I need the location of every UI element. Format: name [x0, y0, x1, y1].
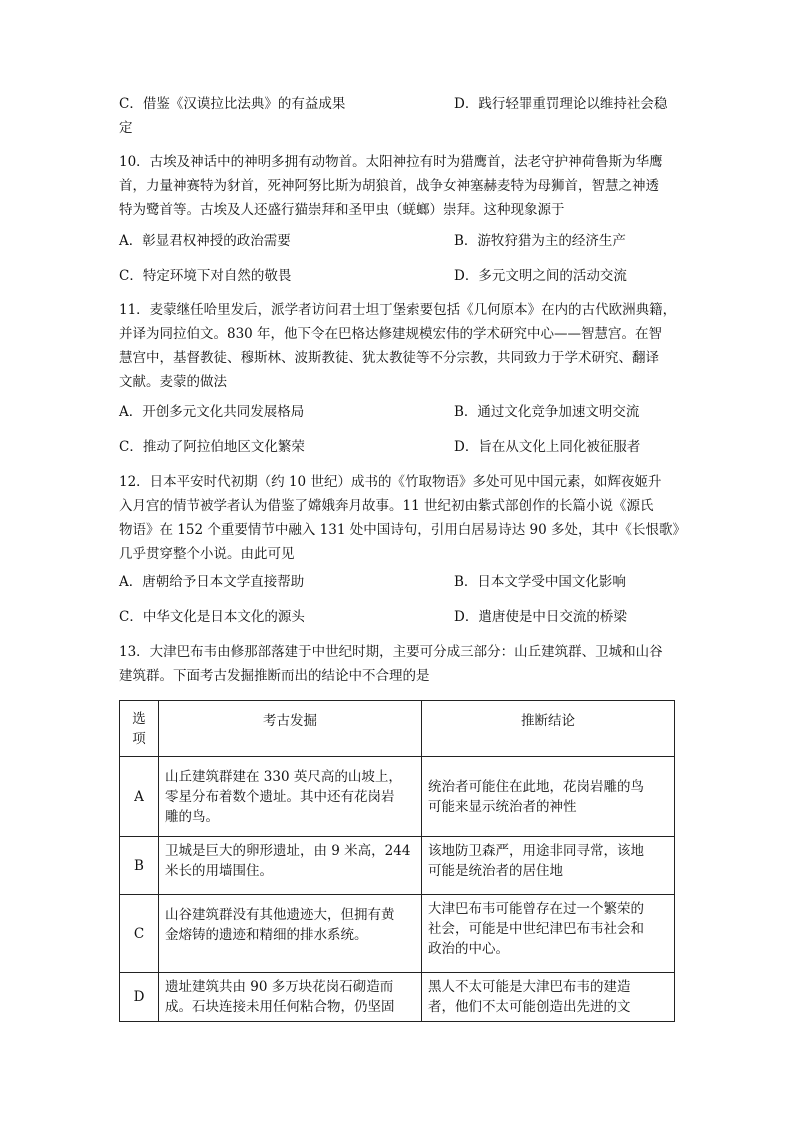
q11-option-b: B．通过文化竞争加速文明交流	[454, 404, 640, 420]
q13-table	[119, 700, 675, 1022]
q10-option-b: B．游牧狩猎为主的经济生产	[454, 233, 626, 249]
row-conclusion	[422, 757, 675, 837]
cell-line: 零星分布着数个遗址。其中还有花岗岩	[165, 788, 395, 805]
q9-option-c: C．借鉴《汉谟拉比法典》的有益成果	[119, 96, 346, 112]
cell-line: 金熔铸的遗迹和精细的排水系统。	[165, 927, 368, 943]
cell-line: 者，他们不太可能创造出先进的文	[428, 999, 631, 1015]
header-option-line: 项	[132, 730, 146, 747]
q10-option-a: A．彰显君权神授的政治需要	[119, 233, 291, 249]
cell-line: 卫城是巨大的卵形遗址，由 9 米高，244	[165, 843, 411, 859]
q11-line: 11．麦蒙继任哈里发后，派学者访问君士坦丁堡索要包括《几何原本》在内的古代欧洲典籍，	[119, 302, 677, 318]
row-label: A	[120, 757, 159, 837]
q12-option-c: C．中华文化是日本文化的源头	[119, 609, 305, 625]
cell-line: 可能是统治者的居住地	[428, 863, 563, 879]
cell-line: 成。石块连接未用任何粘合物，仍坚固	[165, 999, 395, 1015]
cell-line: 社会，可能是中世纪津巴布韦社会和	[428, 921, 644, 937]
table-header-row	[120, 701, 675, 757]
table-row	[120, 973, 675, 1022]
header-option-line: 选	[132, 710, 146, 727]
q12-option-a: A．唐朝给予日本文学直接帮助	[119, 574, 305, 590]
q12-stem	[119, 470, 686, 566]
q12-line: 几乎贯穿整个小说。由此可见	[119, 546, 295, 562]
cell-line: 黑人不太可能是大津巴布韦的建造	[428, 979, 631, 995]
row-evidence	[159, 895, 422, 973]
cell-line: 雕的鸟。	[165, 808, 219, 825]
row-conclusion	[422, 837, 675, 895]
cell-line: 遗址建筑共由 90 多万块花岗石砌造而	[165, 979, 394, 995]
q10-line: 10．古埃及神话中的神明多拥有动物首。太阳神拉有时为猎鹰首，法老守护神荷鲁斯为华鹰	[119, 154, 663, 170]
row-label: D	[120, 973, 159, 1022]
row-label: C	[120, 895, 159, 973]
table-row	[120, 757, 675, 837]
row-conclusion	[422, 895, 675, 973]
cell-line: 山谷建筑群没有其他遗迹大，但拥有黄	[165, 907, 395, 923]
q13-line: 建筑群。下面考古发掘推断而出的结论中不合理的是	[119, 668, 430, 684]
row-conclusion	[422, 973, 675, 1022]
cell-line: 可能来显示统治者的神性	[428, 798, 577, 815]
q9-option-d-wrap: 定	[119, 120, 133, 136]
q12-line: 物语》在 152 个重要情节中融入 131 处中国诗句，引用白居易诗达 90 多处，其中《长恨歌》	[119, 522, 686, 538]
cell-line: 统治者可能住在此地，花岗岩雕的鸟	[428, 778, 644, 795]
q12-line: 入月宫的情节被学者认为借鉴了嫦娥奔月故事。11 世纪初由紫式部创作的长篇小说《源氏	[119, 498, 654, 514]
row-label: B	[120, 837, 159, 895]
q11-line: 并译为同拉伯文。830 年，他下令在巴格达修建规模宏伟的学术研究中心——智慧宫。在智	[119, 326, 663, 342]
row-evidence	[159, 757, 422, 837]
row-evidence	[159, 837, 422, 895]
q13-stem	[119, 640, 675, 688]
q9-option-d: D．践行轻罪重罚理论以维持社会稳	[454, 96, 668, 112]
q11-line: 慧宫中，基督教徒、穆斯林、波斯教徒、犹太教徒等不分宗教，共同致力于学术研究、翻译	[119, 350, 659, 366]
cell-line: 米长的用墙围住。	[165, 863, 273, 879]
q11-line: 文献。麦蒙的做法	[119, 374, 227, 390]
q10-option-d: D．多元文明之间的活动交流	[454, 268, 627, 284]
q11-option-d: D．旨在从文化上同化被征服者	[454, 439, 641, 455]
q12-option-b: B．日本文学受中国文化影响	[454, 574, 626, 590]
q10-stem	[119, 150, 675, 222]
header-evidence: 考古发掘	[159, 701, 422, 757]
cell-line: 大津巴布韦可能曾存在过一个繁荣的	[428, 901, 644, 917]
header-option	[120, 701, 159, 757]
cell-line: 政治的中心。	[428, 941, 509, 957]
q11-option-c: C．推动了阿拉伯地区文化繁荣	[119, 439, 305, 455]
row-evidence	[159, 973, 422, 1022]
table-row	[120, 895, 675, 973]
q10-option-c: C．特定环境下对自然的敬畏	[119, 268, 292, 284]
q12-option-d: D．遣唐使是中日交流的桥梁	[454, 609, 627, 625]
cell-line: 该地防卫森严，用途非同寻常，该地	[428, 843, 644, 859]
table-row	[120, 837, 675, 895]
header-conclusion: 推断结论	[422, 701, 675, 757]
q11-stem	[119, 298, 675, 394]
q12-line: 12．日本平安时代初期（约 10 世纪）成书的《竹取物语》多处可见中国元素，如辉夜姬升	[119, 474, 662, 490]
cell-line: 山丘建筑群建在 330 英尺高的山坡上，	[165, 768, 402, 785]
q11-option-a: A．开创多元文化共同发展格局	[119, 404, 305, 420]
q13-line: 13．大津巴布韦由修那部落建于中世纪时期，主要可分成三部分：山丘建筑群、卫城和山谷	[119, 644, 663, 660]
q10-line: 特为鹭首等。古埃及人还盛行猫崇拜和圣甲虫（蜣螂）崇拜。这种现象源于	[119, 202, 565, 218]
q10-line: 首，力量神赛特为豺首，死神阿努比斯为胡狼首，战争女神塞赫麦特为母狮首，智慧之神透	[119, 178, 659, 194]
